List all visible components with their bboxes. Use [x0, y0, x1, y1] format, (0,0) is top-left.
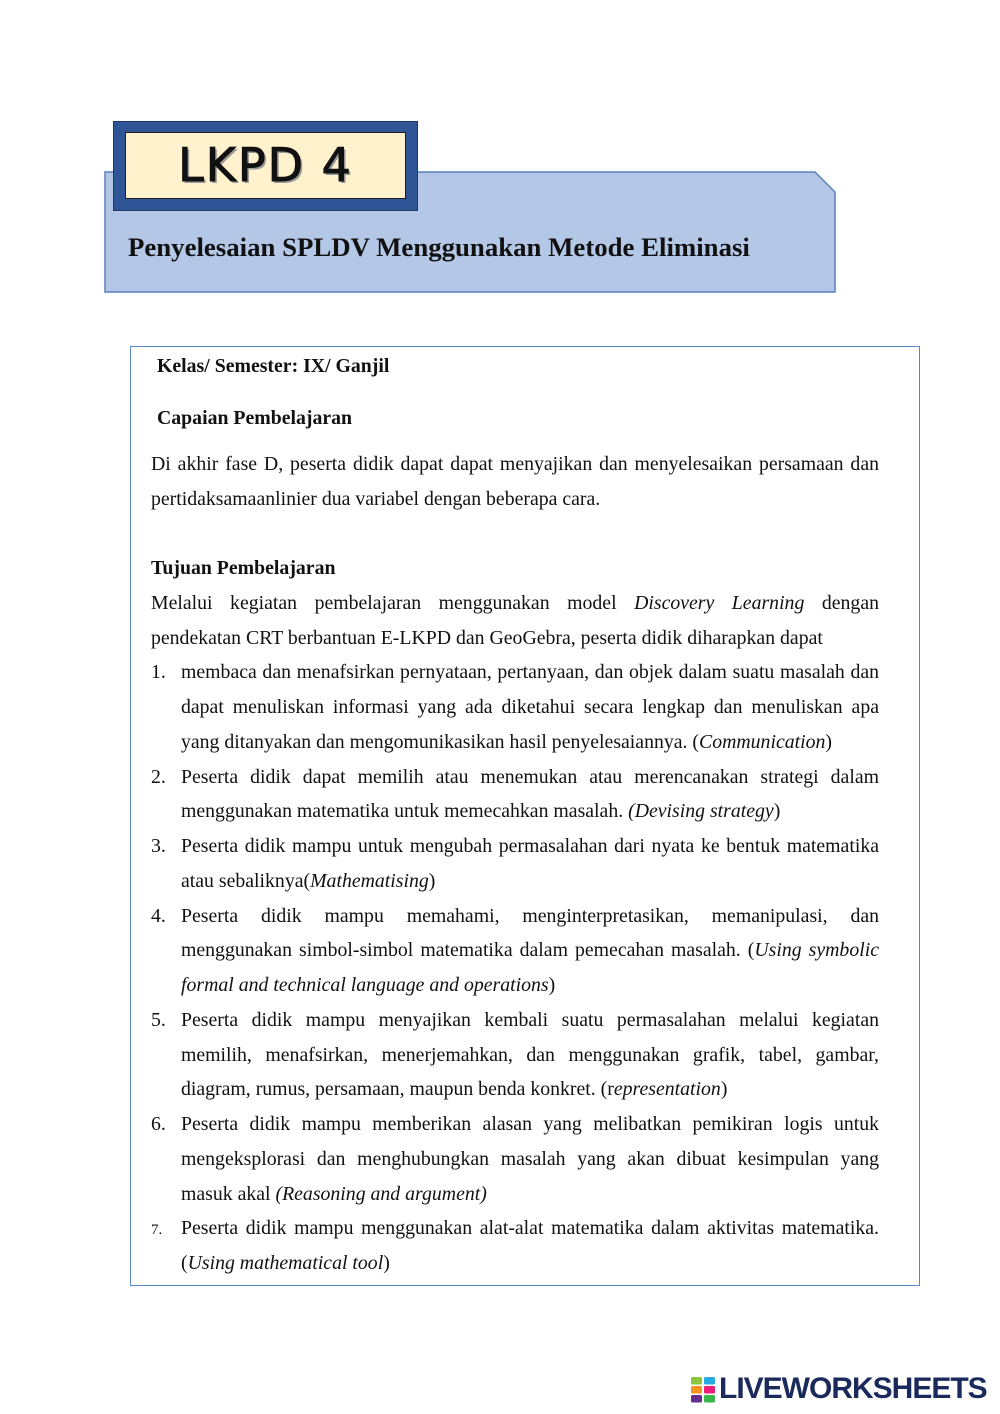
- text-segment: yang ditanyakan dan mengomunikasikan hasil penyelesaiannya. (: [181, 730, 700, 753]
- text-line: [181, 1246, 879, 1281]
- capaian-paragraph: [151, 447, 879, 517]
- title-badge: [125, 132, 406, 199]
- item-text: [181, 655, 879, 759]
- text-line: [181, 725, 879, 760]
- logo-tile: [691, 1395, 702, 1403]
- text-line: [181, 690, 879, 725]
- text-line: [181, 1038, 879, 1073]
- italic-term: (Reasoning and argument): [275, 1182, 487, 1205]
- text-line: [181, 1142, 879, 1177]
- text-segment: ): [383, 1252, 390, 1274]
- logo-tile: [704, 1377, 715, 1385]
- objective-item: [151, 760, 879, 830]
- text-segment: Peserta didik mampu menggunakan alat-alat matematika dalam aktivitas matematika.: [181, 1217, 879, 1240]
- title-badge-label: LKPD 4: [178, 138, 353, 192]
- objective-item: [151, 1003, 879, 1107]
- text-segment: Melalui kegiatan pembelajaran menggunakan model: [151, 591, 635, 614]
- item-number: 6.: [151, 1113, 166, 1135]
- italic-term: (Devising strategy: [628, 800, 774, 823]
- italic-term: Discovery Learning: [634, 591, 805, 614]
- item-number: 4.: [151, 904, 166, 927]
- text-line: [181, 760, 879, 795]
- text-line: [181, 1177, 879, 1212]
- italic-term: epresentation: [613, 1078, 721, 1101]
- text-line: [181, 829, 879, 864]
- text-segment: ): [428, 869, 436, 892]
- text-segment: atau sebaliknya(: [181, 869, 311, 892]
- text-line: [181, 794, 879, 829]
- text-segment: diagram, rumus, persamaan, maupun benda konkret. (r: [181, 1078, 614, 1101]
- text-segment: Peserta didik mampu untuk mengubah permasalahan dari nyata ke bentuk matematika: [181, 835, 879, 857]
- text-line: [181, 864, 879, 899]
- text-line: [181, 933, 879, 968]
- capaian-heading: Capaian Pembelajaran: [157, 407, 353, 429]
- worksheet-title: Penyelesaian SPLDV Menggunakan Metode Eliminasi: [128, 232, 750, 262]
- item-text: [181, 1107, 879, 1211]
- text-segment: membaca dan menafsirkan pernyataan, pertanyaan, dan objek dalam suatu masalah dan: [181, 661, 879, 684]
- objective-item: [151, 1107, 879, 1211]
- text-segment: Peserta didik mampu menyajikan kembali suatu permasalahan melalui kegiatan: [181, 1008, 879, 1031]
- item-text: [181, 1003, 879, 1107]
- item-text: [181, 760, 879, 830]
- item-text: [181, 899, 879, 1003]
- text-segment: Peserta didik mampu memahami, menginterpretasikan, memanipulasi, dan: [181, 904, 879, 927]
- item-number: 1.: [151, 661, 166, 684]
- text-line: Di akhir fase D, peserta didik dapat dapat menyajikan dan menyelesaikan persamaan dan: [151, 453, 879, 475]
- text-segment: dengan: [804, 591, 879, 614]
- class-semester: Kelas/ Semester: IX/ Ganjil: [157, 355, 390, 377]
- text-segment: menggunakan matematika untuk memecahkan masalah.: [181, 800, 629, 823]
- text-line: pertidaksamaanlinier dua variabel dengan beberapa cara.: [151, 488, 601, 510]
- italic-term: Communication: [699, 730, 826, 753]
- text-line: [181, 1003, 879, 1038]
- italic-term: Mathematising: [310, 869, 429, 892]
- logo-tile: [704, 1395, 715, 1403]
- objective-item: [151, 899, 879, 1003]
- item-number: 2.: [151, 765, 166, 788]
- text-segment: ): [720, 1078, 728, 1101]
- text-segment: Peserta didik dapat memilih atau menemukan atau merencanakan strategi dalam: [181, 765, 879, 788]
- text-segment: ): [773, 800, 781, 823]
- liveworksheets-brand[interactable]: LIVEWORKSHEETS: [719, 1372, 987, 1405]
- text-line: [181, 1072, 879, 1107]
- text-line: [181, 968, 879, 1003]
- text-segment: ): [825, 730, 832, 753]
- italic-term: Using mathematical tool: [187, 1252, 384, 1274]
- item-number: 5.: [151, 1008, 166, 1031]
- italic-term: Using symbolic: [754, 939, 879, 962]
- intro-line: [151, 621, 879, 656]
- text-segment: Peserta didik mampu memberikan alasan yang melibatkan pemikiran logis untuk: [181, 1113, 879, 1135]
- logo-tile: [691, 1377, 702, 1385]
- item-number: 3.: [151, 835, 166, 857]
- italic-term: formal and technical language and operations: [181, 974, 549, 996]
- text-segment: dapat menuliskan informasi yang ada diketahui secara lengkap dan menuliskan apa: [181, 696, 879, 718]
- intro-line: [151, 586, 879, 621]
- liveworksheets-logo-icon: [690, 1376, 716, 1403]
- text-line: [181, 655, 879, 690]
- text-segment: ): [548, 974, 556, 996]
- text-segment: (: [181, 1252, 188, 1274]
- tujuan-heading: Tujuan Pembelajaran: [151, 557, 336, 579]
- text-line: [181, 1211, 879, 1246]
- objective-item: [151, 829, 879, 899]
- logo-tile: [704, 1386, 715, 1394]
- objective-item: [151, 655, 879, 759]
- text-segment: masuk akal: [181, 1182, 276, 1205]
- text-line: [181, 1107, 879, 1142]
- text-segment: pendekatan CRT berbantuan E-LKPD dan GeoGebra, peserta didik diharapkan dapat: [151, 626, 823, 649]
- objective-item: [151, 1211, 879, 1281]
- text-segment: menggunakan simbol-simbol matematika dalam pemecahan masalah. (: [181, 939, 755, 962]
- text-segment: mengeksplorasi dan menghubungkan masalah yang akan dibuat kesimpulan yang: [181, 1147, 879, 1170]
- tujuan-section: [151, 551, 879, 1281]
- item-number: 7.: [151, 1222, 163, 1239]
- item-text: [181, 829, 879, 899]
- text-segment: memilih, menafsirkan, menerjemahkan, dan menggunakan grafik, tabel, gambar,: [181, 1043, 879, 1066]
- text-line: [181, 899, 879, 934]
- logo-tile: [691, 1386, 702, 1394]
- item-text: [181, 1211, 879, 1281]
